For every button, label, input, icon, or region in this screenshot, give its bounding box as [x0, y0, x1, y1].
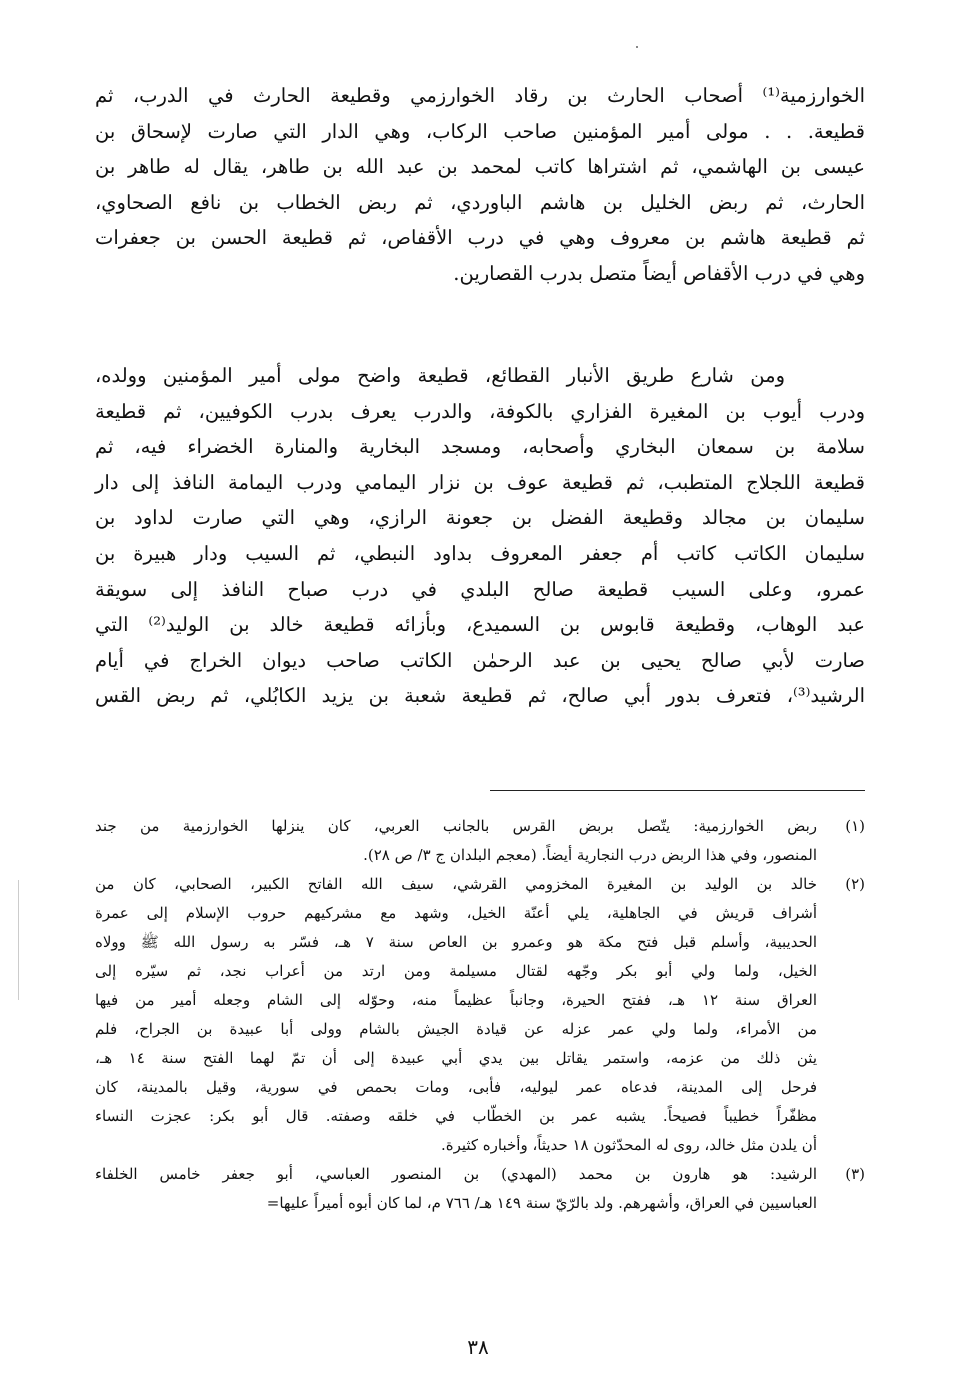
- footnote-line: أشراف قريش في الجاهلية، يلي أعنّة الخيل، وشهد مع مشركيهم حروب الإسلام إلى عمرة: [95, 904, 817, 922]
- footnote-line: العباسيين في العراق، وأشهرهم. ولد بالرّيّ سنة ١٤٩ هـ/ ٧٦٦ م، لما كان أبوه أميراً عليها=: [266, 1194, 817, 1212]
- text-line: سلامة بن سمعان البخاري وأصحابه، ومسجد البخارية والمنارة الخضراء فيه، ثم: [95, 435, 865, 459]
- text-line: سليمان بن مجالد وقطيعة الفضل بن جعونة الرازي، وهي التي صارت لداود بن: [95, 506, 865, 530]
- scan-edge-mark: [18, 880, 19, 1000]
- paragraph-1: [95, 78, 865, 292]
- text-line: ومن شارع طريق الأنبار القطائع، قطيعة واضح مولى أمير المؤمنين وولده،: [95, 364, 785, 387]
- footnote-line: الخيل، ولما ولي أبو بكر وجّهه لقتال مسيلمة ومن ارتد من أعراب نجد، ثم سيّره إلى: [95, 962, 817, 980]
- text-line: عبد الوهاب، وقطيعة قابوس بن السميدع، وبأزائه قطيعة خالد بن الوليد⁽²⁾ التي: [95, 613, 866, 637]
- text-line: صارت لأبي صالح يحيى بن عبد الرحمٰن الكاتب صاحب ديوان الخراج في أيام: [95, 648, 865, 672]
- footnote-line: الحديبية، وأسلم قبل فتح مكة هو وعمرو بن العاص سنة ٧ هـ، فسّر به رسول الله ﷺ وولاه: [95, 933, 818, 951]
- footnote-line: من الأمراء، ولما ولي عمر عزله عن قيادة الجيش بالشام وولى أبا عبيدة بن الجراح، فلم: [95, 1020, 817, 1038]
- text-line: سليمان الكاتب كاتب أم جعفر المعروف بداود النبطي، ثم السيب ودار هبيرة بن: [95, 541, 865, 565]
- text-line: وهي في درب الأقفاص أيضاً متصل بدرب القصارين.: [453, 261, 865, 285]
- text-line: ودرب أيوب بن المغيرة الفزاري بالكوفة، والدرب يعرف بدرب الكوفيين، ثم قطيعة: [95, 399, 865, 423]
- text-line: قطيعة اللجلاج المتطبب، ثم قطيعة عوف بن نزار اليمامي ودرب اليمامة النافذ إلى دار: [95, 470, 865, 494]
- text-line: قطيعة. . . مولى أمير المؤمنين صاحب الركاب، وهي الدار التي صارت لإسحاق بن: [95, 119, 865, 143]
- footnote-line: مظفّراً خطيباً فصيحاً. يشبه عمر بن الخطّاب في خلقه وصفته. قال أبو بكر: عجزت النساء: [95, 1107, 817, 1125]
- footnote-line: ربض الخوارزمية: يتّصل بربض القرس بالجانب العربي، كان ينزلها الخوارزمية من جند: [95, 817, 817, 835]
- text-line: عمرو، وعلى السيب قطيعة صالح البلدي في درب صباح النافذ إلى سويقة: [95, 577, 865, 601]
- footnote: [95, 870, 865, 1160]
- footnote-line: الرشيد: هو هارون بن محمد (المهدي) بن المنصور العباسي، أبو جعفر خامس الخلفاء: [95, 1165, 817, 1183]
- footnote: [95, 1160, 865, 1218]
- text-line: ثم قطيعة هاشم بن معروف وهي في درب الأقفاص، ثم قطيعة الحسن بن جعفرات: [95, 226, 865, 250]
- footnote-body: [95, 870, 817, 1160]
- text-line: الخوارزمية⁽¹⁾ أصحاب الحارث بن رقاد الخوارزمي وقطيعة الحارث في الدرب، ثم: [95, 84, 865, 107]
- text-line: عيسى بن الهاشمي، ثم اشتراها كاتب لمحمد بن عبد الله بن طاهر، يقال له طاهر بن: [95, 155, 865, 179]
- text-line: الرشيد⁽³⁾، فتعرف بدور أبي صالح، ثم قطيعة شعبة بن يزيد الكابُلي، ثم ربض القس: [95, 684, 865, 708]
- footnote-line: خالد بن الوليد بن المغيرة المخزومي القرشي، سيف الله الفاتح الكبير، الصحابي، كان من: [95, 875, 817, 893]
- footnote-divider: [490, 790, 865, 791]
- footnotes: [95, 812, 865, 1218]
- footnote-number: (١): [845, 817, 865, 835]
- page-number: ٣٨: [467, 1335, 489, 1359]
- footnote-line: أن يلدن مثل خالد، روى له المحدّثون ١٨ حديثاً، وأخباره كثيرة.: [440, 1136, 817, 1154]
- paragraph-2: [95, 358, 865, 714]
- footnote-number: (٣): [845, 1165, 865, 1183]
- scan-speck: [636, 46, 638, 48]
- footnote: [95, 812, 865, 870]
- text-line: الحارث، ثم ربض الخليل بن هاشم الباوردي، ثم ربض الخطاب بن نافع الصحاوي،: [95, 190, 865, 214]
- footnote-line: المنصور، وفي هذا الربض درب النجارية أيضاً. (معجم البلدان ج ٣/ ص ٢٨).: [363, 846, 817, 864]
- footnote-line: فرحل إلى المدينة، فدعاه عمر ليوليه، فأبى، ومات بحمص في سورية، وقيل بالمدينة، كان: [95, 1078, 817, 1096]
- footnote-number: (٢): [845, 875, 865, 893]
- footnote-body: [95, 1160, 817, 1218]
- footnote-line: يثن ذلك من عزمه، واستمر يقاتل بين يدي أبي عبيدة إلى أن تمّ لهما الفتح سنة ١٤ هـ،: [95, 1049, 817, 1067]
- footnote-line: العراق سنة ١٢ هـ، ففتح الحيرة، وجانباً عظيماً منه، وحوّله إلى الشام وجعله أمير من فيها: [95, 991, 817, 1009]
- footnote-body: [95, 812, 817, 870]
